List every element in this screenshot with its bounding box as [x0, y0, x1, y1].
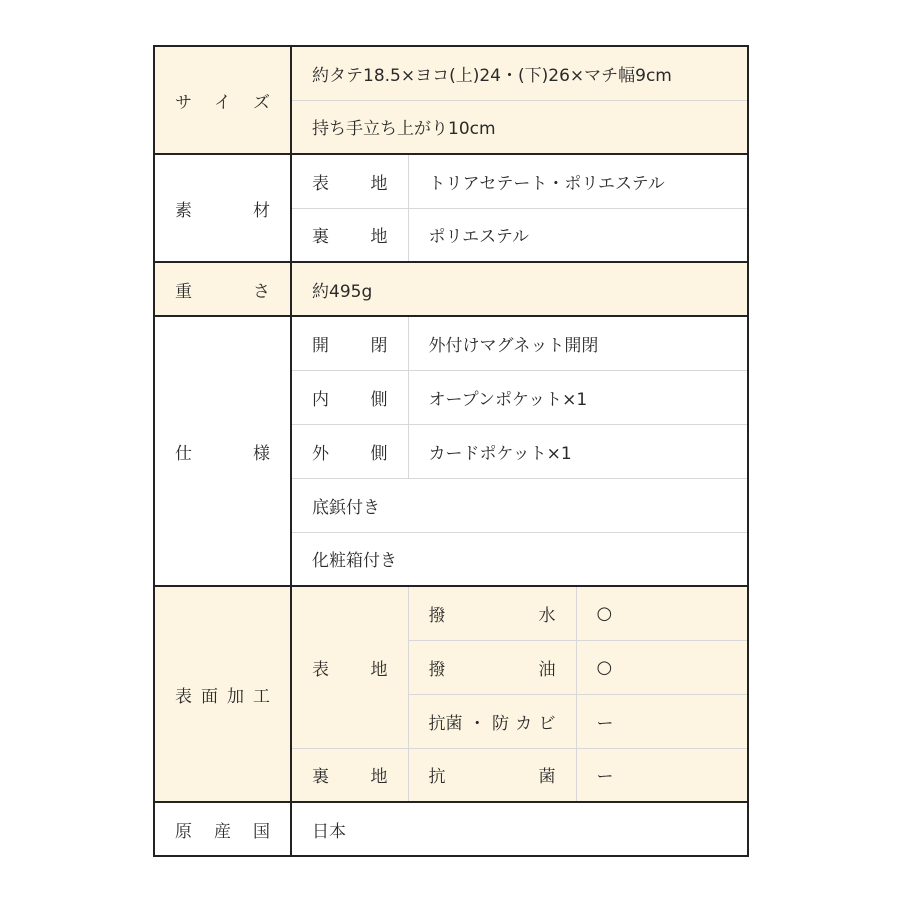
specs-gift-box-value: 化粧箱付き	[291, 532, 748, 586]
finish-label-cell	[154, 586, 291, 802]
material-outer-value: トリアセテート・ポリエステル	[408, 154, 748, 208]
finish-antimold-label: 抗菌 ・ 防 カ ビ	[428, 713, 556, 734]
material-lining-value: ポリエステル	[408, 208, 748, 262]
finish-label: 表 面 加 工	[175, 686, 270, 707]
specs-closure-row	[154, 316, 748, 370]
product-spec-table	[153, 45, 749, 857]
finish-outer-label: 表 地	[312, 659, 388, 680]
size-row	[154, 46, 748, 100]
origin-row	[154, 802, 748, 856]
weight-value: 約495g	[291, 262, 748, 316]
specs-inside-label: 内 側	[312, 389, 388, 410]
finish-oil-value: ○	[576, 640, 748, 694]
finish-oil-label-cell	[408, 640, 576, 694]
size-label-cell	[154, 46, 291, 154]
material-label-cell	[154, 154, 291, 262]
finish-lining-label: 裏 地	[312, 767, 388, 788]
material-label: 素 材	[175, 200, 270, 221]
finish-water-row	[154, 586, 748, 640]
origin-label: 原 産 国	[175, 821, 270, 842]
finish-oil-label: 撥 油	[428, 659, 556, 680]
finish-outer-label-cell	[291, 586, 408, 748]
specs-inside-value: オープンポケット×1	[408, 370, 748, 424]
material-outer-row	[154, 154, 748, 208]
weight-label-cell	[154, 262, 291, 316]
weight-label: 重 さ	[175, 281, 270, 302]
finish-antibacterial-label: 抗 菌	[428, 767, 556, 788]
material-lining-label: 裏 地	[312, 227, 388, 248]
size-label: サ イ ズ	[175, 92, 270, 113]
size-dimensions-value: 約タテ18.5×ヨコ(上)24・(下)26×マチ幅9cm	[291, 46, 748, 100]
finish-lining-label-cell	[291, 748, 408, 802]
specs-outside-value: カードポケット×1	[408, 424, 748, 478]
material-lining-label-cell	[291, 208, 408, 262]
finish-water-label-cell	[408, 586, 576, 640]
specs-inside-label-cell	[291, 370, 408, 424]
origin-value: 日本	[312, 821, 346, 842]
finish-antimold-label-cell	[408, 694, 576, 748]
finish-antimold-value: ー	[576, 694, 748, 748]
finish-antibacterial-value: ー	[576, 748, 748, 802]
material-outer-label-cell	[291, 154, 408, 208]
finish-water-label: 撥 水	[428, 605, 556, 626]
origin-label-cell	[154, 802, 291, 856]
material-outer-label: 表 地	[312, 173, 388, 194]
size-handle-value: 持ち手立ち上がり10cm	[291, 100, 748, 154]
finish-water-value: ○	[576, 586, 748, 640]
specs-bottom-studs-value: 底鋲付き	[291, 478, 748, 532]
weight-row	[154, 262, 748, 316]
specs-outside-label-cell	[291, 424, 408, 478]
specs-closure-label-cell	[291, 316, 408, 370]
finish-antibacterial-label-cell	[408, 748, 576, 802]
specs-closure-label: 開 閉	[312, 335, 388, 356]
specs-outside-label: 外 側	[312, 443, 388, 464]
specs-label-cell	[154, 316, 291, 586]
specs-label: 仕 様	[175, 443, 270, 464]
specs-closure-value: 外付けマグネット開閉	[408, 316, 748, 370]
